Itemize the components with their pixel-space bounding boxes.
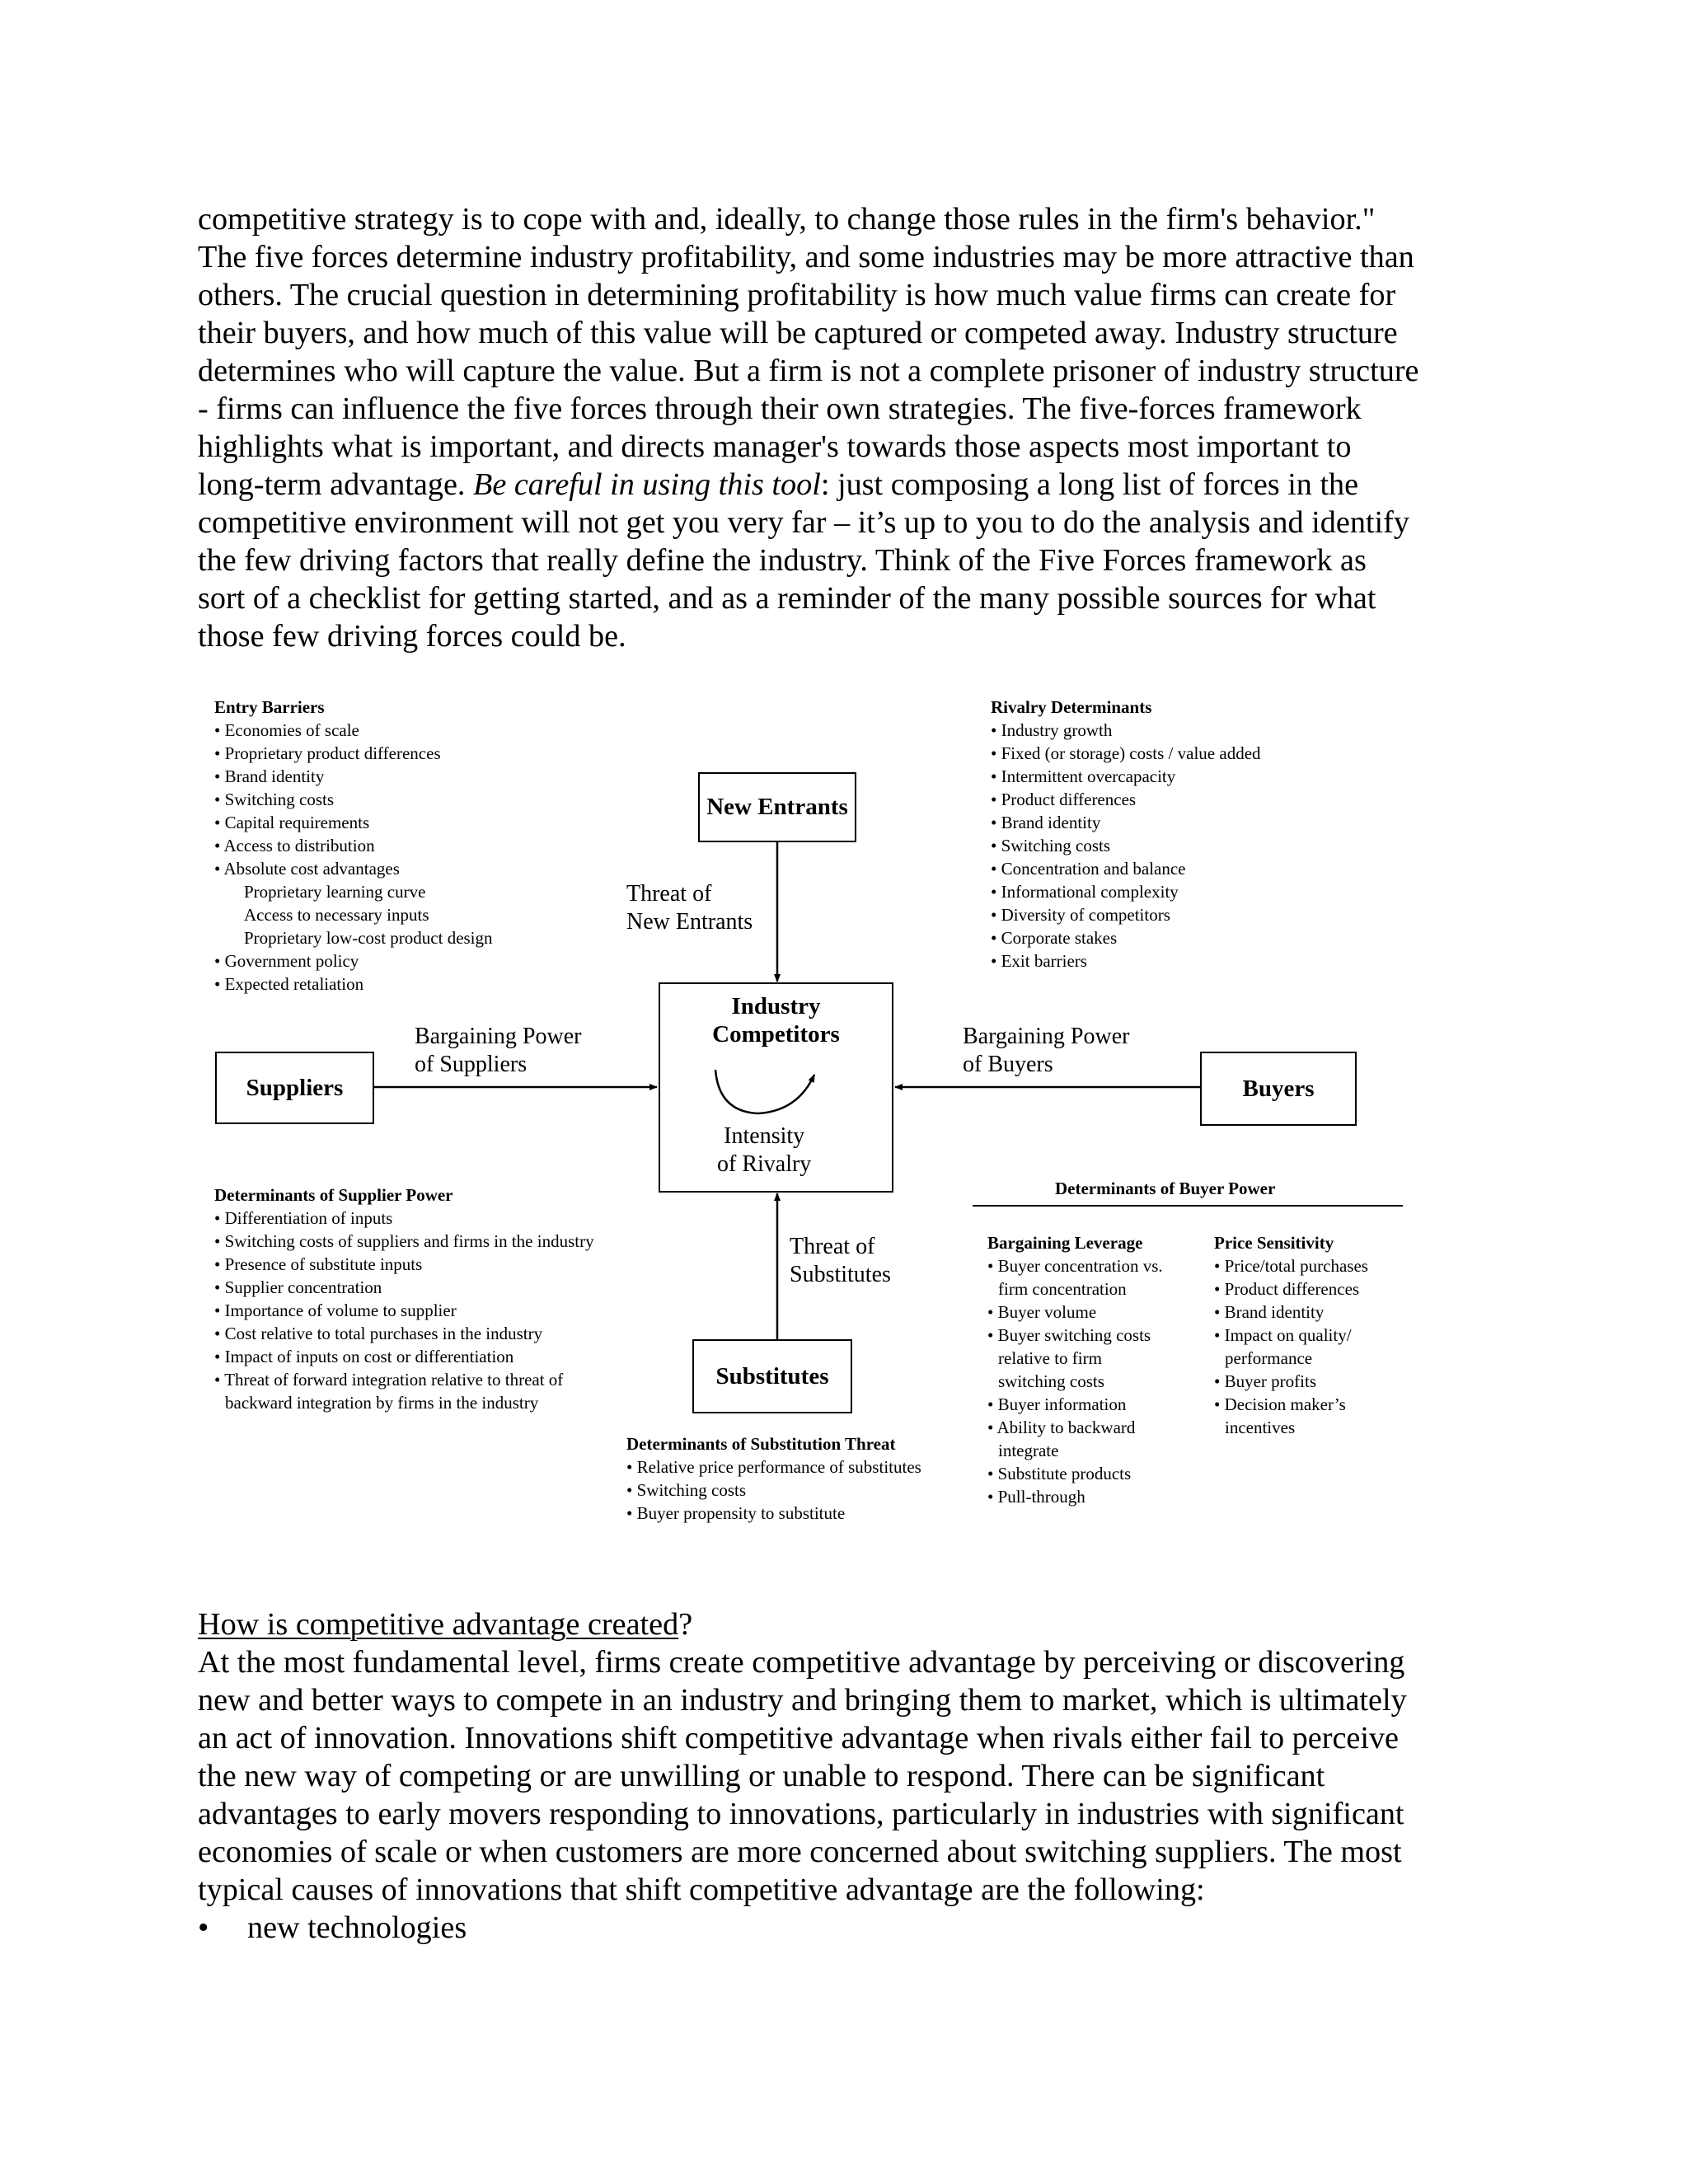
- list-item: • Product differences: [991, 790, 1137, 809]
- label-line: of Suppliers: [415, 1052, 528, 1077]
- list-item: • Expected retaliation: [214, 974, 364, 994]
- list-item: • Brand identity: [214, 766, 325, 786]
- bargaining-power-suppliers-label: [415, 1023, 581, 1079]
- label-line: Bargaining Power: [415, 1024, 582, 1049]
- list-item: • Brand identity: [991, 813, 1101, 832]
- bargaining-leverage-list: [987, 1231, 1163, 1508]
- paragraph-line: the new way of competing or are unwilling or unable to respond. There can be significant: [198, 1759, 1325, 1793]
- intensity-of-rivalry-label: [717, 1122, 811, 1179]
- list-item: • Diversity of competitors: [991, 905, 1170, 925]
- list-item: • Impact of inputs on cost or differentiation: [214, 1347, 514, 1366]
- label-line: Bargaining Power: [963, 1024, 1130, 1049]
- paragraph-line: sort of a checklist for getting started, and as a reminder of the many possible sources for what: [198, 581, 1376, 616]
- list-item: • Pull-through: [987, 1487, 1085, 1507]
- list-item: • Capital requirements: [214, 813, 370, 832]
- list-subitem: Proprietary low-cost product design: [244, 928, 493, 948]
- list-item: • Informational complexity: [991, 882, 1179, 902]
- bullet-list-item: [198, 1909, 467, 1947]
- paragraph-line: competitive strategy is to cope with and, ideally, to change those rules in the firm's behavior.": [198, 202, 1376, 237]
- list-item: • Switching costs: [991, 836, 1111, 855]
- new-entrants-label: New Entrants: [706, 794, 848, 820]
- list-item: • Exit barriers: [991, 951, 1087, 971]
- buyer-power-title: Determinants of Buyer Power: [1055, 1179, 1276, 1198]
- supplier-power-title: Determinants of Supplier Power: [214, 1185, 453, 1205]
- paragraph-line: At the most fundamental level, firms create competitive advantage by perceiving or discovering: [198, 1645, 1405, 1680]
- list-item: • Switching costs: [214, 790, 335, 809]
- suppliers-label: Suppliers: [246, 1074, 344, 1101]
- list-item: • Impact on quality/: [1214, 1325, 1352, 1345]
- label-line: Intensity: [724, 1123, 805, 1149]
- label-line: Threat of: [626, 881, 712, 907]
- intro-paragraph: [198, 200, 1492, 655]
- rivalry-determinants-list: [991, 696, 1261, 972]
- rivalry-determinants-title: Rivalry Determinants: [991, 697, 1152, 717]
- paragraph-line: The five forces determine industry profitability, and some industries may be more attractive than: [198, 240, 1414, 274]
- list-item: • Buyer information: [987, 1394, 1127, 1414]
- list-item-continuation: backward integration by firms in the industry: [225, 1393, 539, 1413]
- list-item: • Ability to backward: [987, 1418, 1136, 1437]
- list-item: • Product differences: [1214, 1279, 1360, 1299]
- list-item: • Concentration and balance: [991, 859, 1186, 879]
- substitutes-box: [692, 1339, 852, 1413]
- paragraph-line: competitive environment will not get you very far – it’s up to you to do the analysis and identify: [198, 505, 1409, 540]
- list-item-continuation: performance: [1225, 1348, 1313, 1368]
- list-item: • Importance of volume to supplier: [214, 1301, 457, 1320]
- list-item: • Switching costs: [626, 1480, 747, 1500]
- paragraph-line: new and better ways to compete in an industry and bringing them to market, which is ultimately: [198, 1683, 1407, 1718]
- substitution-threat-title: Determinants of Substitution Threat: [626, 1434, 896, 1454]
- list-item: • Buyer profits: [1214, 1371, 1317, 1391]
- supplier-power-list: [214, 1183, 594, 1414]
- threat-substitutes-label: [790, 1233, 891, 1289]
- paragraph-line: others. The crucial question in determining profitability is how much value firms can create for: [198, 278, 1396, 312]
- list-item: • Buyer switching costs: [987, 1325, 1151, 1345]
- paragraph-text: long-term advantage.: [198, 467, 474, 502]
- list-item-continuation: integrate: [998, 1441, 1059, 1460]
- list-item: • Presence of substitute inputs: [214, 1254, 423, 1274]
- label-line: Threat of: [790, 1234, 875, 1259]
- paragraph-line: the few driving factors that really define the industry. Think of the Five Forces framework as: [198, 543, 1367, 578]
- bullet-text: new technologies: [247, 1910, 467, 1945]
- buyers-label: Buyers: [1242, 1075, 1315, 1102]
- bullet-icon: •: [198, 1910, 209, 1945]
- list-item-continuation: switching costs: [998, 1371, 1104, 1391]
- list-item: • Cost relative to total purchases in the industry: [214, 1324, 543, 1343]
- list-item: • Intermittent overcapacity: [991, 766, 1176, 786]
- paragraph-line: determines who will capture the value. But a firm is not a complete prisoner of industry structure: [198, 354, 1419, 388]
- five-forces-diagram: [198, 689, 1409, 1538]
- paragraph-line: advantages to early movers responding to innovations, particularly in industries with significant: [198, 1797, 1404, 1831]
- list-item: • Decision maker’s: [1214, 1394, 1346, 1414]
- buyers-box: [1200, 1052, 1357, 1126]
- bargaining-leverage-title: Bargaining Leverage: [987, 1233, 1143, 1253]
- list-item: • Corporate stakes: [991, 928, 1118, 948]
- caution-emphasis: Be careful in using this tool: [473, 467, 821, 502]
- list-item-continuation: relative to firm: [998, 1348, 1102, 1368]
- list-item: • Brand identity: [1214, 1302, 1325, 1322]
- heading-tail: ?: [678, 1607, 693, 1642]
- list-item: • Relative price performance of substitutes: [626, 1457, 921, 1477]
- industry-label: Industry: [731, 993, 821, 1019]
- list-item: • Buyer propensity to substitute: [626, 1503, 846, 1523]
- buyer-power-title-wrap: [1055, 1177, 1275, 1200]
- paragraph-text: : just composing a long list of forces in the: [820, 467, 1359, 502]
- list-item: • Switching costs of suppliers and firms in the industry: [214, 1231, 594, 1251]
- list-item: • Buyer volume: [987, 1302, 1097, 1322]
- heading-text: How is competitive advantage created: [198, 1607, 679, 1642]
- paragraph-line: their buyers, and how much of this value will be captured or competed away. Industry structure: [198, 316, 1398, 350]
- list-item: • Economies of scale: [214, 720, 359, 740]
- paragraph-line: highlights what is important, and directs manager's towards those aspects most important to: [198, 429, 1352, 464]
- innovation-paragraph: [198, 1643, 1492, 1909]
- paragraph-line: those few driving forces could be.: [198, 619, 626, 654]
- paragraph-line: - firms can influence the five forces through their own strategies. The five-forces framework: [198, 391, 1362, 426]
- list-subitem: Access to necessary inputs: [244, 905, 429, 925]
- list-item-continuation: incentives: [1225, 1418, 1296, 1437]
- entry-barriers-title: Entry Barriers: [214, 697, 325, 717]
- list-item: • Differentiation of inputs: [214, 1208, 393, 1228]
- list-item: • Absolute cost advantages: [214, 859, 400, 879]
- label-line: of Rivalry: [717, 1151, 812, 1177]
- list-item: • Industry growth: [991, 720, 1113, 740]
- list-item: • Proprietary product differences: [214, 743, 441, 763]
- substitution-threat-list: [626, 1432, 921, 1525]
- bargaining-power-buyers-label: [963, 1023, 1129, 1079]
- paragraph-line: typical causes of innovations that shift competitive advantage are the following:: [198, 1872, 1205, 1907]
- list-item: • Buyer concentration vs.: [987, 1256, 1163, 1276]
- list-item: • Price/total purchases: [1214, 1256, 1368, 1276]
- threat-new-entrants-label: [626, 880, 753, 936]
- price-sensitivity-title: Price Sensitivity: [1214, 1233, 1334, 1253]
- paragraph-line: economies of scale or when customers are more concerned about switching suppliers. The most: [198, 1835, 1402, 1869]
- price-sensitivity-list: [1214, 1231, 1368, 1439]
- label-line: of Buyers: [963, 1052, 1053, 1077]
- section-heading: [198, 1605, 692, 1643]
- substitutes-label: Substitutes: [715, 1362, 829, 1390]
- list-item: • Substitute products: [987, 1464, 1132, 1483]
- label-line: New Entrants: [626, 909, 753, 935]
- list-item: • Access to distribution: [214, 836, 375, 855]
- paragraph-line: [198, 466, 1492, 504]
- list-subitem: Proprietary learning curve: [244, 882, 426, 902]
- list-item: • Threat of forward integration relative to threat of: [214, 1370, 564, 1390]
- entry-barriers-list: [214, 696, 493, 996]
- suppliers-box: [215, 1052, 374, 1124]
- list-item: • Fixed (or storage) costs / value added: [991, 743, 1261, 763]
- new-entrants-box: [698, 772, 856, 842]
- list-item-continuation: firm concentration: [998, 1279, 1127, 1299]
- list-item: • Supplier concentration: [214, 1277, 382, 1297]
- list-item: • Government policy: [214, 951, 359, 971]
- label-line: Substitutes: [790, 1262, 891, 1287]
- competitors-label: Competitors: [712, 1021, 840, 1047]
- paragraph-line: an act of innovation. Innovations shift competitive advantage when rivals either fail to perceive: [198, 1721, 1399, 1755]
